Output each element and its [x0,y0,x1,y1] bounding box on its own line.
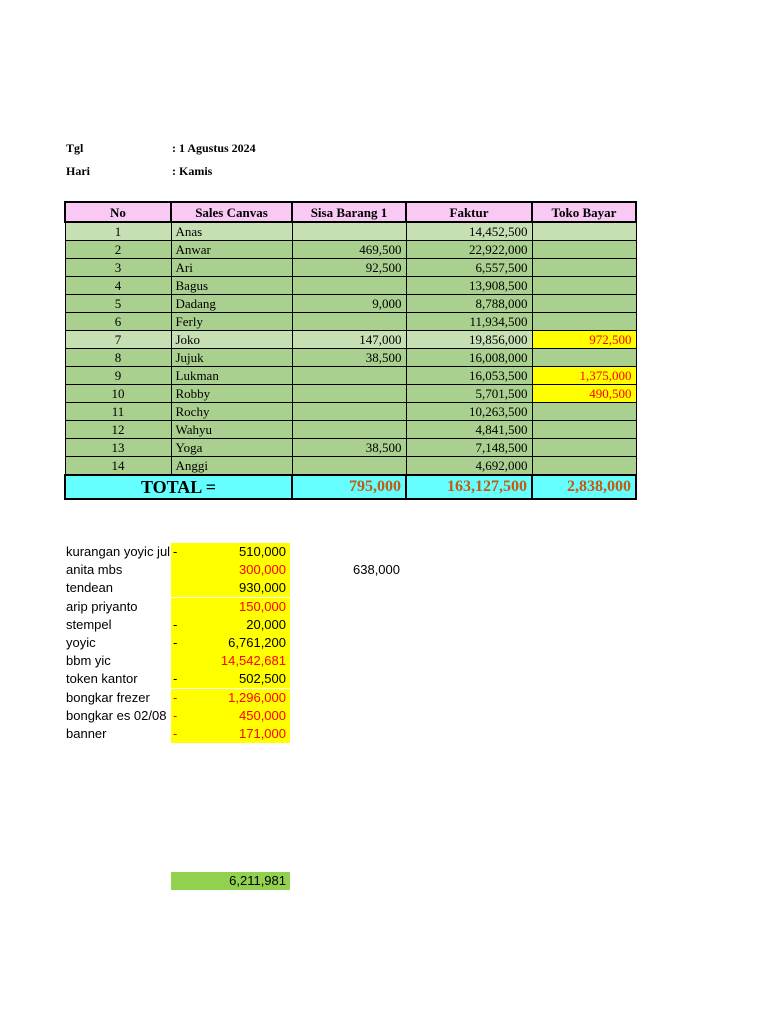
table-row [65,439,636,457]
expense-amount-cell [171,652,290,670]
expense-label: bongkar es 02/08 [66,708,167,723]
cell-no: 1 [65,222,171,241]
sum-cell [171,872,290,890]
expense-value: 20,000 [246,617,286,632]
expense-amount-cell [171,670,290,688]
table-row [65,457,636,476]
cell-faktur: 4,841,500 [406,421,532,439]
table-row [65,259,636,277]
expense-value: 502,500 [239,671,286,686]
expense-amount-cell [171,616,290,634]
expense-value: 150,000 [239,599,286,614]
expense-label: anita mbs [66,562,123,577]
col-faktur-header: Faktur [406,202,532,222]
cell-faktur: 13,908,500 [406,277,532,295]
cell-no: 3 [65,259,171,277]
cell-sales-name: Anas [171,222,292,241]
hari-label: Hari [66,164,90,178]
cell-no: 12 [65,421,171,439]
cell-sales-name: Anwar [171,241,292,259]
expense-dash: - [173,544,178,559]
cell-sisa: 9,000 [292,295,406,313]
cell-no: 10 [65,385,171,403]
cell-sales-name: Ferly [171,313,292,331]
cell-sisa: 92,500 [292,259,406,277]
cell-faktur: 10,263,500 [406,403,532,421]
expense-amount-cell [171,689,290,707]
table-row [65,277,636,295]
expense-value: 300,000 [239,562,286,577]
expense-label: yoyic [66,635,96,650]
cell-sales-name: Joko [171,331,292,349]
cell-sisa [292,313,406,331]
cell-sisa [292,222,406,241]
cell-bayar [532,241,636,259]
cell-faktur: 16,053,500 [406,367,532,385]
expense-amount-cell [171,579,290,597]
cell-no: 2 [65,241,171,259]
table-row [65,367,636,385]
expense-label: kurangan yoyic jul [66,544,171,559]
table-row [65,385,636,403]
cell-no: 6 [65,313,171,331]
tgl-value: : 1 Agustus 2024 [172,141,256,155]
cell-bayar [532,295,636,313]
cell-faktur: 4,692,000 [406,457,532,476]
expense-label: arip priyanto [66,599,138,614]
sales-table [64,201,637,500]
cell-no: 13 [65,439,171,457]
cell-sales-name: Rochy [171,403,292,421]
total-faktur: 163,127,500 [406,475,532,499]
col-sales-header: Sales Canvas [171,202,292,222]
cell-bayar [532,439,636,457]
expense-amount-cell [171,561,290,579]
cell-sales-name: Jujuk [171,349,292,367]
expense-label: banner [66,726,107,741]
table-row [65,295,636,313]
cell-faktur: 11,934,500 [406,313,532,331]
table-row [65,331,636,349]
cell-sisa [292,385,406,403]
table-row [65,403,636,421]
table-row [65,222,636,241]
expense-label: bongkar frezer [66,690,150,705]
cell-sisa [292,367,406,385]
cell-no: 7 [65,331,171,349]
col-bayar-header: Toko Bayar [532,202,636,222]
cell-bayar [532,403,636,421]
total-sisa: 795,000 [292,475,406,499]
expense-dash: - [173,708,178,723]
expense-dash: - [173,690,178,705]
cell-sisa [292,277,406,295]
cell-bayar [532,259,636,277]
cell-bayar [532,222,636,241]
expense-amount-cell [171,543,290,561]
cell-bayar [532,277,636,295]
cell-sisa [292,403,406,421]
cell-bayar: 490,500 [532,385,636,403]
total-bayar: 2,838,000 [532,475,636,499]
tgl-label: Tgl [66,141,84,155]
hari-value: : Kamis [172,164,213,178]
expense-label: tendean [66,580,113,595]
expense-dash: - [173,726,178,741]
cell-bayar: 972,500 [532,331,636,349]
cell-sales-name: Wahyu [171,421,292,439]
cell-bayar [532,313,636,331]
extra-value: 638,000 [353,562,400,577]
cell-faktur: 22,922,000 [406,241,532,259]
expense-value: 510,000 [239,544,286,559]
cell-no: 4 [65,277,171,295]
expense-value: 6,761,200 [228,635,286,650]
expense-dash: - [173,671,178,686]
cell-no: 14 [65,457,171,476]
cell-sisa: 147,000 [292,331,406,349]
cell-faktur: 8,788,000 [406,295,532,313]
expense-amount-cell [171,598,290,616]
expense-amount-cell [171,707,290,725]
cell-sisa: 38,500 [292,439,406,457]
table-row [65,313,636,331]
cell-no: 9 [65,367,171,385]
table-row [65,241,636,259]
expense-label: stempel [66,617,112,632]
expense-label: bbm yic [66,653,111,668]
cell-sisa [292,421,406,439]
cell-faktur: 19,856,000 [406,331,532,349]
col-no-header: No [65,202,171,222]
expense-value: 171,000 [239,726,286,741]
col-sisa-header: Sisa Barang 1 [292,202,406,222]
cell-bayar [532,421,636,439]
cell-sisa: 469,500 [292,241,406,259]
cell-no: 5 [65,295,171,313]
cell-sales-name: Robby [171,385,292,403]
cell-faktur: 6,557,500 [406,259,532,277]
cell-sisa: 38,500 [292,349,406,367]
expense-label: token kantor [66,671,138,686]
cell-sales-name: Anggi [171,457,292,476]
cell-faktur: 16,008,000 [406,349,532,367]
cell-no: 8 [65,349,171,367]
cell-sales-name: Bagus [171,277,292,295]
total-row [65,475,636,499]
expense-amount-cell [171,634,290,652]
total-label: TOTAL = [65,475,292,499]
cell-sales-name: Lukman [171,367,292,385]
cell-sales-name: Ari [171,259,292,277]
table-row [65,421,636,439]
expense-value: 14,542,681 [220,653,286,668]
table-header-row [65,202,636,222]
expense-dash: - [173,635,178,650]
cell-bayar [532,349,636,367]
table-row [65,349,636,367]
cell-faktur: 5,701,500 [406,385,532,403]
cell-no: 11 [65,403,171,421]
expense-value: 450,000 [239,708,286,723]
cell-sales-name: Dadang [171,295,292,313]
cell-bayar [532,457,636,476]
cell-sales-name: Yoga [171,439,292,457]
sum-value: 6,211,981 [229,873,286,888]
expense-dash: - [173,617,178,632]
cell-sisa [292,457,406,476]
expense-value: 930,000 [239,580,286,595]
expense-amount-cell [171,725,290,743]
cell-faktur: 14,452,500 [406,222,532,241]
cell-bayar: 1,375,000 [532,367,636,385]
expense-value: 1,296,000 [228,690,286,705]
cell-faktur: 7,148,500 [406,439,532,457]
